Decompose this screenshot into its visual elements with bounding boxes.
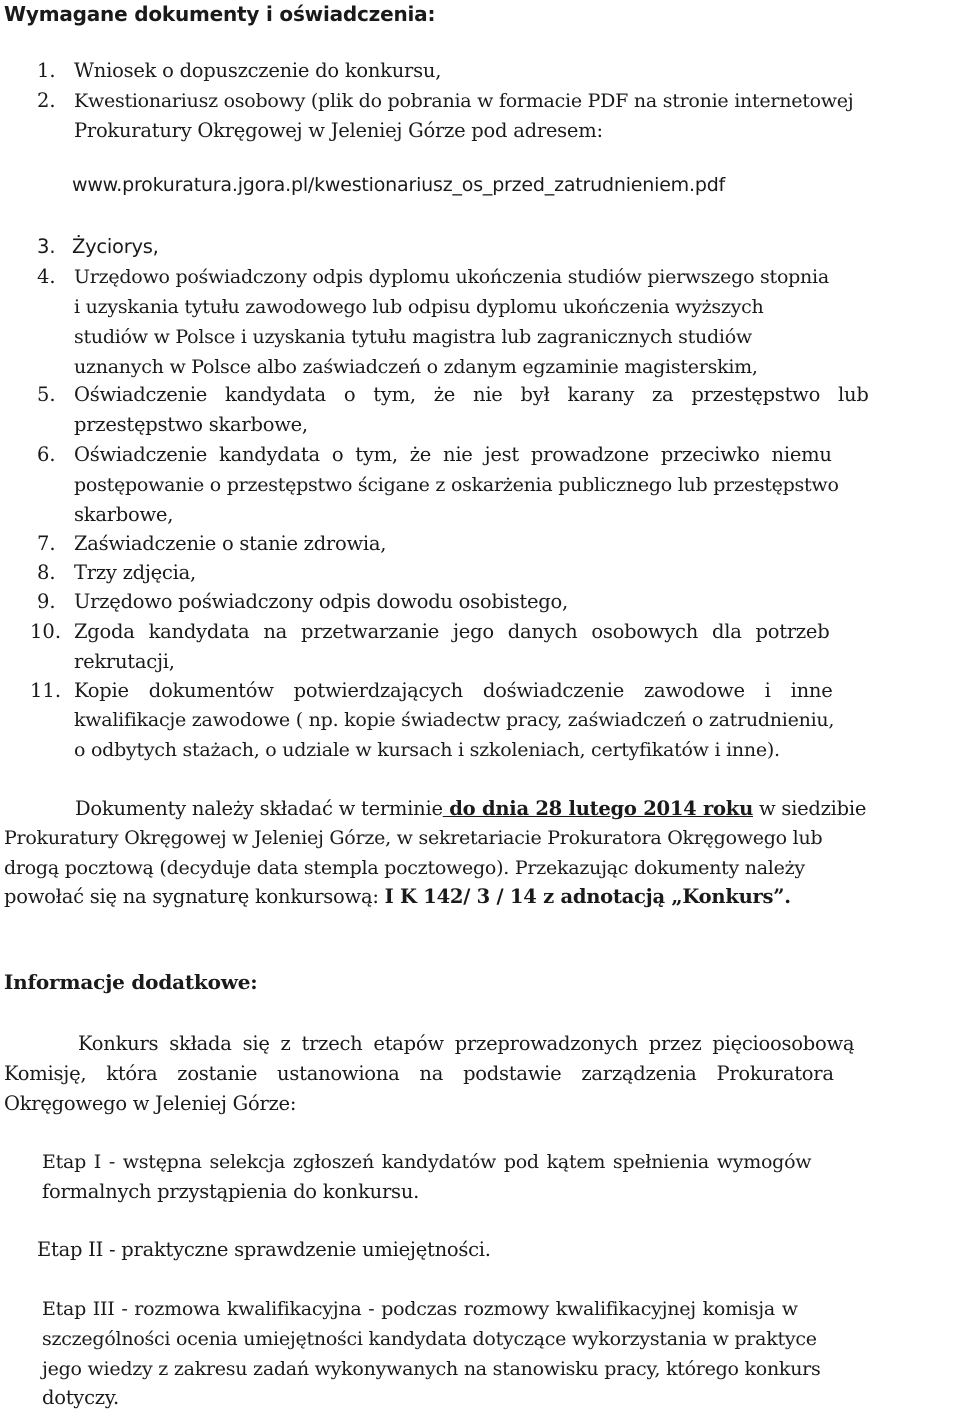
item-number: 4. xyxy=(37,265,56,288)
stage-3-line: szczególności ocenia umiejętności kandydata dotyczące wykorzystania w praktyce xyxy=(42,1328,817,1350)
deadline-text: Dokumenty należy składać w terminie xyxy=(75,797,443,820)
stage-3-line: Etap III - rozmowa kwalifikacyjna - podczas rozmowy kwalifikacyjnej komisja w xyxy=(42,1298,798,1320)
item-text: Zgoda kandydata na przetwarzanie jego danych osobowych dla potrzeb xyxy=(74,620,830,643)
item-text: Oświadczenie kandydata o tym, że nie jest prowadzone przeciwko niemu xyxy=(74,443,832,466)
item-text: kwalifikacje zawodowe ( np. kopie świadectw pracy, zaświadczeń o zatrudnieniu, xyxy=(74,709,835,731)
item-text: Kopie dokumentów potwierdzających doświadczenie zawodowe i inne xyxy=(74,679,833,702)
stage-2-line: Etap II - praktyczne sprawdzenie umiejętności. xyxy=(37,1238,491,1261)
item-number: 5. xyxy=(37,383,56,406)
item-text: Urzędowo poświadczony odpis dyplomu ukończenia studiów pierwszego stopnia xyxy=(74,266,829,288)
questionnaire-url: www.prokuratura.jgora.pl/kwestionariusz_os_przed_zatrudnieniem.pdf xyxy=(72,174,726,196)
item-number: 2. xyxy=(37,89,56,112)
deadline-line: drogą pocztową (decyduje data stempla pocztowego). Przekazując dokumenty należy xyxy=(4,857,805,879)
heading-required-documents: Wymagane dokumenty i oświadczenia: xyxy=(4,2,436,26)
item-number: 9. xyxy=(37,590,56,613)
stage-3-line: jego wiedzy z zakresu zadań wykonywanych na stanowisku pracy, którego konkurs xyxy=(42,1358,821,1380)
item-number: 1. xyxy=(37,59,56,82)
item-text: Zaświadczenie o stanie zdrowia, xyxy=(74,532,387,555)
item-text: skarbowe, xyxy=(74,503,174,526)
item-text: Kwestionariusz osobowy (plik do pobrania w formacie PDF na stronie internetowej xyxy=(74,90,854,112)
item-text: studiów w Polsce i uzyskania tytułu magistra lub zagranicznych studiów xyxy=(74,326,752,348)
deadline-text: w siedzibie xyxy=(753,797,867,820)
item-text: Prokuratury Okręgowej w Jeleniej Górze pod adresem: xyxy=(74,119,603,142)
item-text: postępowanie o przestępstwo ścigane z oskarżenia publicznego lub przestępstwo xyxy=(74,474,839,496)
stage-3-line: dotyczy. xyxy=(42,1386,119,1409)
deadline-line: Prokuratury Okręgowej w Jeleniej Górze, w sekretariacie Prokuratora Okręgowego lub xyxy=(4,827,823,849)
heading-additional-info: Informacje dodatkowe: xyxy=(4,970,258,994)
item-text: Oświadczenie kandydata o tym, że nie był karany za przestępstwo lub xyxy=(74,383,869,406)
item-number: 3. xyxy=(37,235,56,258)
intro-line: Konkurs składa się z trzech etapów przeprowadzonych przez pięcioosobową xyxy=(78,1032,855,1055)
intro-line: Komisję, która zostanie ustanowiona na podstawie zarządzenia Prokuratora xyxy=(4,1062,834,1085)
item-text: Urzędowo poświadczony odpis dowodu osobistego, xyxy=(74,590,568,613)
deadline-text: powołać się na sygnaturę konkursową: xyxy=(4,885,385,908)
item-text: uznanych w Polsce albo zaświadczeń o zdanym egzaminie magisterskim, xyxy=(74,356,758,378)
intro-line: Okręgowego w Jeleniej Górze: xyxy=(4,1092,297,1115)
item-text: Życiorys, xyxy=(72,235,159,258)
item-text: Trzy zdjęcia, xyxy=(74,561,196,584)
item-number: 7. xyxy=(37,532,56,555)
item-text: Wniosek o dopuszczenie do konkursu, xyxy=(74,59,442,82)
item-text: i uzyskania tytułu zawodowego lub odpisu dyplomu ukończenia wyższych xyxy=(74,296,764,318)
deadline-date: do dnia 28 lutego 2014 roku xyxy=(442,797,753,820)
item-text: przestępstwo skarbowe, xyxy=(74,413,308,436)
item-number: 11. xyxy=(30,679,62,702)
item-number: 6. xyxy=(37,443,56,466)
deadline-line xyxy=(4,882,791,912)
item-text: rekrutacji, xyxy=(74,650,175,673)
item-number: 8. xyxy=(37,561,56,584)
item-text: o odbytych stażach, o udziale w kursach i szkoleniach, certyfikatów i inne). xyxy=(74,739,780,761)
deadline-line xyxy=(75,794,866,824)
stage-1-line: formalnych przystąpienia do konkursu. xyxy=(42,1180,420,1203)
competition-signature: I K 142/ 3 / 14 z adnotacją „Konkurs”. xyxy=(384,885,791,908)
stage-1-line: Etap I - wstępna selekcja zgłoszeń kandydatów pod kątem spełnienia wymogów xyxy=(42,1151,812,1173)
item-number: 10. xyxy=(30,620,62,643)
